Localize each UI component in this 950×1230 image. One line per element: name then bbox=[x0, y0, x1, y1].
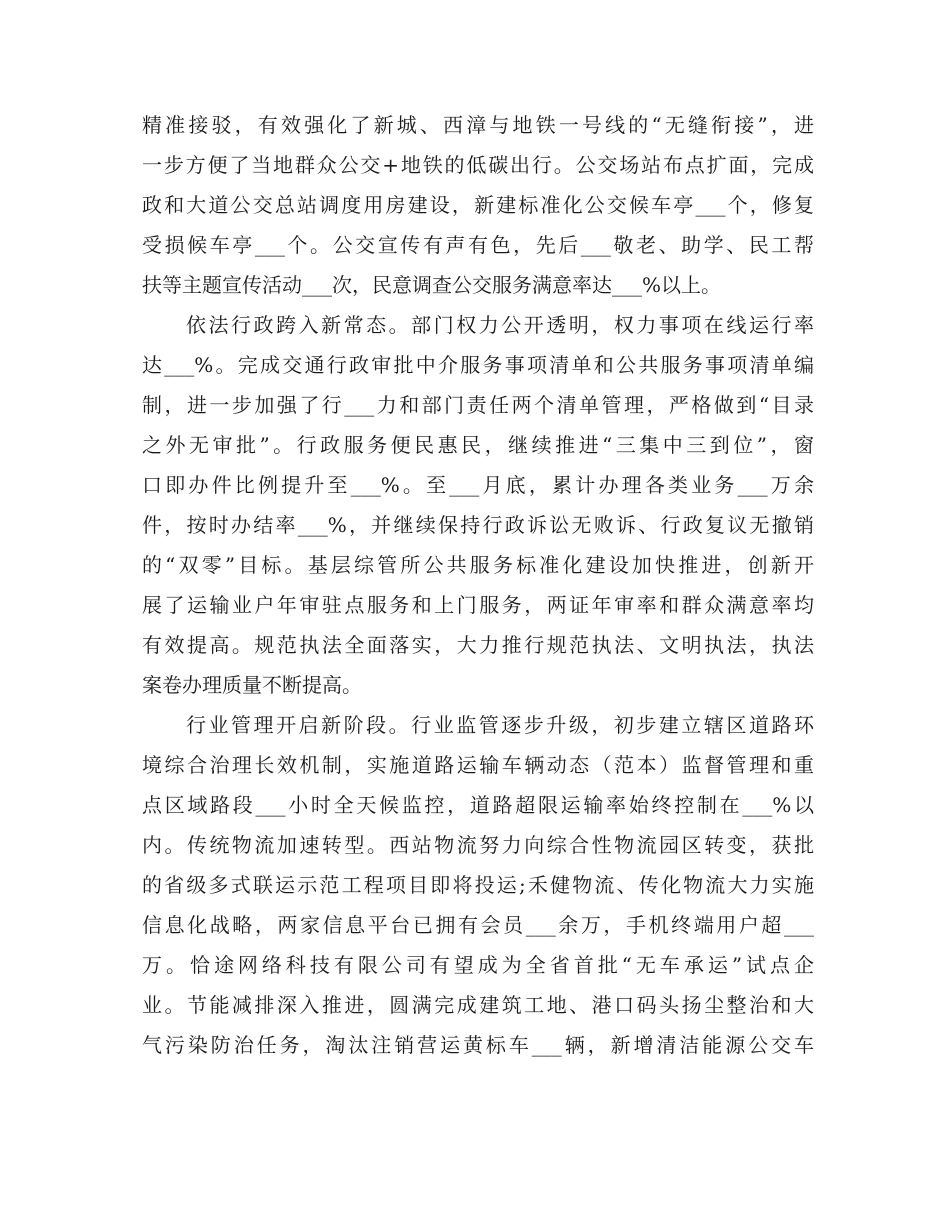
text-line: 之外无审批”。行政服务便民惠民，继续推进“三集中三到位”，窗 bbox=[142, 433, 814, 457]
text-line: 制，进一步加强了行___力和部门责任两个清单管理，严格做到“目录 bbox=[142, 393, 814, 417]
paragraph-heading-line: 行业管理开启新阶段。行业监管逐步升级，初步建立辖区道路环 bbox=[186, 713, 814, 737]
text-line: 境综合治理长效机制，实施道路运输车辆动态（范本）监督管理和重 bbox=[142, 753, 814, 777]
paragraph-heading-line: 依法行政跨入新常态。部门权力公开透明，权力事项在线运行率 bbox=[186, 313, 814, 337]
text-line: 的省级多式联运示范工程项目即将投运;禾健物流、传化物流大力实施 bbox=[142, 873, 814, 897]
text-line: 案卷办理质量不断提高。 bbox=[142, 673, 362, 697]
text-line: 信息化战略，两家信息平台已拥有会员___余万，手机终端用户超___ bbox=[142, 913, 814, 937]
text-line: 的“双零”目标。基层综管所公共服务标准化建设加快推进，创新开 bbox=[142, 553, 814, 577]
document-body bbox=[142, 105, 814, 1065]
text-line: 一步方便了当地群众公交+地铁的低碳出行。公交场站布点扩面，完成 bbox=[142, 153, 814, 177]
text-line: 点区域路段___小时全天候监控，道路超限运输率始终控制在___%以 bbox=[142, 793, 814, 817]
text-line: 政和大道公交总站调度用房建设，新建标准化公交候车亭___个，修复 bbox=[142, 193, 814, 217]
text-line: 有效提高。规范执法全面落实，大力推行规范执法、文明执法，执法 bbox=[142, 633, 814, 657]
text-line: 展了运输业户年审驻点服务和上门服务，两证年审率和群众满意率均 bbox=[142, 593, 814, 617]
text-line: 件，按时办结率___%，并继续保持行政诉讼无败诉、行政复议无撤销 bbox=[142, 513, 814, 537]
text-line: 气污染防治任务，淘汰注销营运黄标车___辆，新增清洁能源公交车 bbox=[142, 1033, 814, 1057]
text-line: 达___%。完成交通行政审批中介服务事项清单和公共服务事项清单编 bbox=[142, 353, 814, 377]
text-line: 扶等主题宣传活动___次，民意调查公交服务满意率达___%以上。 bbox=[142, 273, 722, 297]
text-line: 精准接驳，有效强化了新城、西漳与地铁一号线的“无缝衔接”，进 bbox=[142, 113, 814, 137]
text-line: 受损候车亭___个。公交宣传有声有色，先后___敬老、助学、民工帮 bbox=[142, 233, 814, 257]
text-line: 内。传统物流加速转型。西站物流努力向综合性物流园区转变，获批 bbox=[142, 833, 814, 857]
text-line: 万。恰途网络科技有限公司有望成为全省首批“无车承运”试点企 bbox=[142, 953, 814, 977]
text-line: 业。节能减排深入推进，圆满完成建筑工地、港口码头扬尘整治和大 bbox=[142, 993, 814, 1017]
text-line: 口即办件比例提升至___%。至___月底，累计办理各类业务___万余 bbox=[142, 473, 814, 497]
